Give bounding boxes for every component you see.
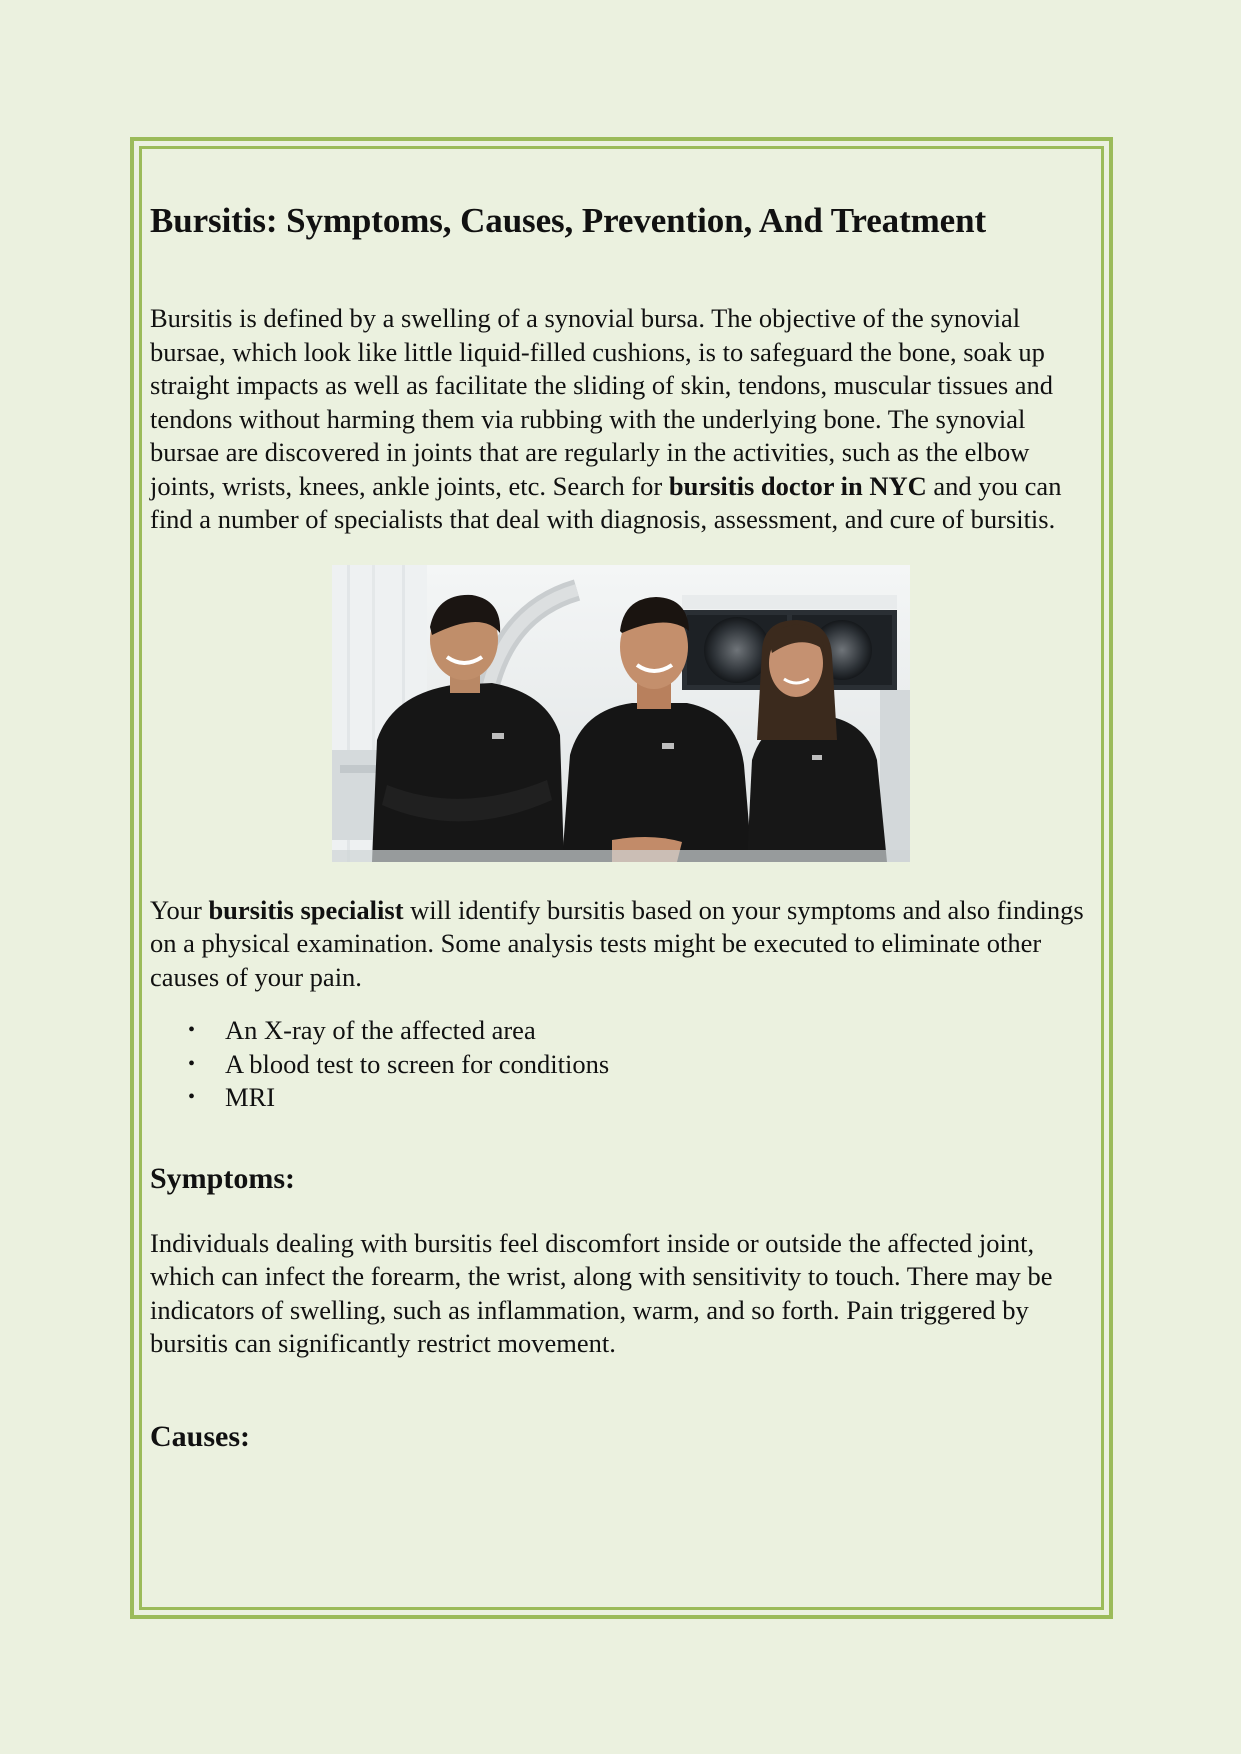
list-item-text: An X-ray of the affected area: [225, 1015, 536, 1045]
bullet-icon: •: [188, 1019, 196, 1041]
list-item-text: A blood test to screen for conditions: [225, 1048, 610, 1079]
list-item: [150, 1081, 1090, 1115]
tests-list: [150, 1014, 1090, 1115]
doctors-team-photo: [332, 565, 910, 862]
bullet-icon: •: [188, 1052, 196, 1075]
list-item: [150, 1014, 1090, 1048]
list-item: [150, 1048, 1090, 1082]
list-item-text: MRI: [225, 1082, 276, 1112]
symptoms-paragraph: Individuals dealing with bursitis feel discomfort inside or outside the affected joint, which can infect the forearm, the wrist, along with sensitivity to touch. There may be indicators of swelling, such as inflammation, warm, and so forth. Pain triggered by bursitis can significantly restrict movement.: [150, 1227, 1053, 1358]
intro-bold-phrase: bursitis doctor in NYC: [668, 470, 927, 501]
intro-text-end: and you can find a number of specialists that deal with diagnosis, assessment, and cure of bursitis.: [150, 470, 1062, 534]
intro-text-start: Bursitis is defined by a swelling of a synovial bursa. The objective of the synovial bursae, which look like little liquid-filled cushions, is to safeguard the bone, soak up straight impacts as well as facilitate the sliding of skin, tendons, muscular tissues and tendons without harming them via rubbing with the underlying bone. The synovial bursae are discovered in joints that are regularly in the activities, such as the elbow joints, wrists, knees, ankle joints, etc. Search for: [150, 303, 1054, 501]
symptoms-heading: Symptoms:: [150, 1161, 296, 1195]
specialist-paragraph: [150, 894, 1090, 995]
bullet-icon: •: [188, 1086, 196, 1108]
document-title: Bursitis: Symptoms, Causes, Prevention, And Treatment: [150, 201, 987, 240]
specialist-text-end: will identify bursitis based on your symptoms and also findings on a physical examination. Some analysis tests might be executed to eliminate other causes of your pain.: [150, 894, 1084, 992]
specialist-text-start: Your: [150, 894, 209, 925]
specialist-bold-phrase: bursitis specialist: [208, 894, 404, 925]
document-body: [150, 200, 1090, 1455]
intro-paragraph: [150, 302, 1090, 537]
causes-heading: Causes:: [150, 1419, 251, 1453]
